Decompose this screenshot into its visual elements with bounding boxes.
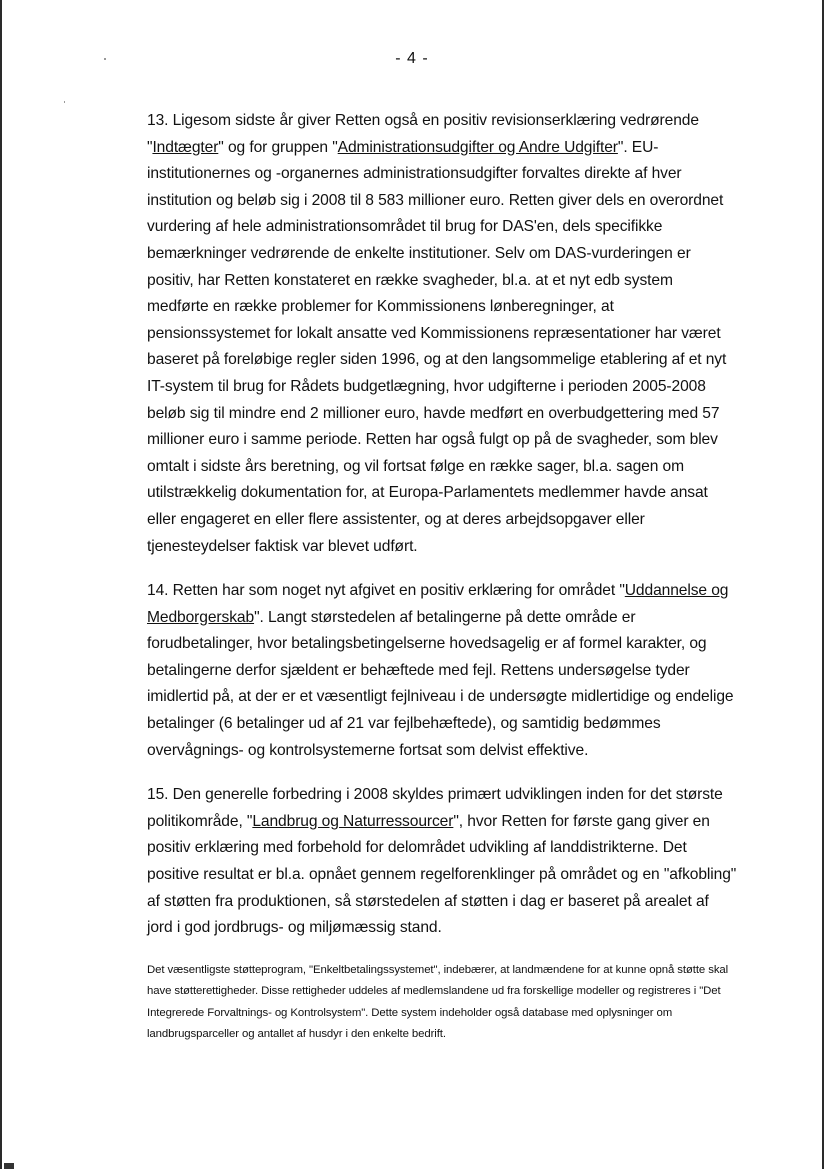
link-administrationsudgifter: Administrationsudgifter og Andre Udgifter (337, 138, 618, 156)
paragraph-15: 15. Den generelle forbedring i 2008 skyldes primært udviklingen inden for det største politikområde, "Landbrug og Naturressourcer", hvor Retten for første gang giver en positiv erklæring med forbehold for delområdet udvikling af landdistrikterne. Det positive resultat er bl.a. opnået gennem regelforenklinger på området og en "afkobling" af støtten fra produktionen, så størstedelen af støtten i dag er baseret på arealet af jord i god jordbrugs- og miljømæssig stand. (147, 786, 737, 937)
scan-mark (4, 1163, 14, 1169)
paragraph-13: 13. Ligesom sidste år giver Retten også en positiv revisionserklæring vedrørende "Indtægter" og for gruppen "Administrationsudgifter og Andre Udgifter". EU-institutionernes og -organernes administrationsudgifter forvaltes direkte af hver institution og beløb sig i 2008 til 8 583 millioner euro. Retten giver dels en overordnet vurdering af hele administrationsområdet til brug for DAS'en, dels specifikke bemærkninger vedrørende de enkelte institutioner. Selv om DAS-vurderingen er positiv, har Retten konstateret en række svagheder, bl.a. at et nyt edb system medførte en række problemer for Kommissionens lønberegninger, at pensionssystemet for lokalt ansatte ved Kommissionens repræsentationer har været baseret på foreløbige regler siden 1996, og at den langsommelige etablering af et nyt IT-system til brug for Rådets budgetlægning, hvor udgifterne i perioden 2005-2008 beløb sig til mindre end 2 millioner euro, havde medført en overbudgettering med 57 millioner euro i samme periode. Retten har også fulgt op på de svagheder, som blev omtalt i sidste års beretning, og vil fortsat følge en række sager, bl.a. sagen om utilstrækkelig dokumentation for, at Europa-Parlamentets medlemmer havde ansat eller engageret en eller flere assistenter, og at deres arbejdsopgaver eller tjenesteydelser faktisk var blevet udført. (147, 112, 727, 555)
paragraph-14: 14. Retten har som noget nyt afgivet en positiv erklæring for området "Uddannelse og Medborgerskab". Langt størstedelen af betalingerne på dette område er forudbetalinger, hvor betalingsbetingelserne hovedsagelig er af formel karakter, og betalingerne derfor sjældent er behæftede med fejl. Rettens undersøgelse tyder imidlertid på, at der er et væsentligt fejlniveau i de undersøgte midlertidige og endelige betalinger (6 betalinger ud af 21 var fejlbehæftede), og samtidig bedømmes overvågnings- og kontrolsystemerne fortsat som delvist effektive. (147, 582, 734, 759)
footnote: Det væsentligste støtteprogram, "Enkeltbetalingssystemet", indebærer, at landmændene for at kunne opnå støtte skal have støtterettigheder. Disse rettigheder uddeles af medlemslandene ud fra forskellige modeller og registreres i "Det Integrerede Forvaltnings- og Kontrolsystem". Dette system indeholder også database med oplysninger om landbrugsparceller og antallet af husdyr i den enkelte bedrift. (147, 963, 729, 1041)
page-number: - 4 - (395, 50, 429, 67)
link-uddannelse-og-medborgerskab: Uddannelse og Medborgerskab (147, 582, 729, 626)
link-landbrug-og-naturressourcer: Landbrug og Naturressourcer (252, 812, 454, 830)
scan-speck (64, 101, 65, 103)
link-indtaegter: Indtægter (152, 138, 219, 156)
document-body (147, 108, 737, 1057)
